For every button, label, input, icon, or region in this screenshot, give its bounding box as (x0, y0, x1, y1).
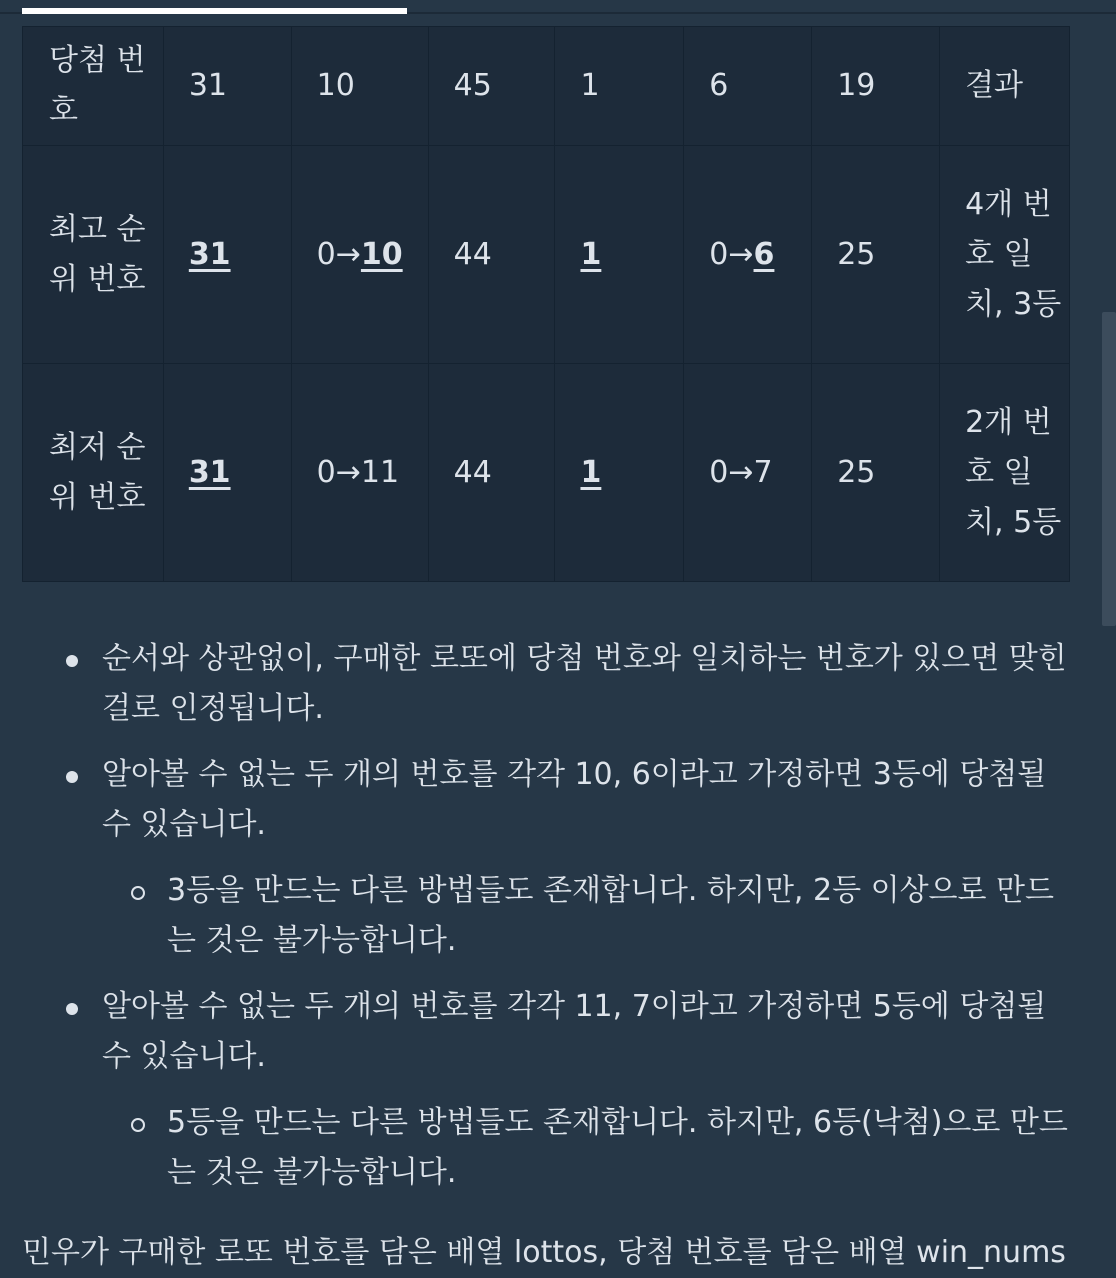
bullet-circle-icon (131, 886, 145, 900)
table-row-worst (23, 364, 1070, 582)
bullet-dot-icon (66, 771, 78, 783)
list-item: 알아볼 수 없는 두 개의 번호를 각각 10, 6이라고 가정하면 3등에 당첨될 수 있습니다. 3등을 만드는 다른 방법들도 존재합니다. 하지만, 2등 이상으로 만드는 것은 불가능합니다. (0, 750, 1100, 966)
list-item: 순서와 상관없이, 구매한 로또에 당첨 번호와 일치하는 번호가 있으면 맞힌 걸로 인정됩니다. (0, 634, 1100, 734)
list-item: 알아볼 수 없는 두 개의 번호를 각각 11, 7이라고 가정하면 5등에 당첨될 수 있습니다. 5등을 만드는 다른 방법들도 존재합니다. 하지만, 6등(낙첨)으로 만드는 것은 불가능합니다. (0, 982, 1100, 1198)
row-label-best: 최고 순위 번호 (23, 146, 164, 364)
worst-number-1: 31 (163, 364, 291, 582)
winning-number-6: 19 (812, 27, 940, 146)
winning-number-3: 45 (428, 27, 555, 146)
worst-number-3: 44 (428, 364, 555, 582)
best-number-6: 25 (812, 146, 940, 364)
winning-number-5: 6 (684, 27, 812, 146)
worst-result: 2개 번호 일치, 5등 (940, 364, 1070, 582)
best-number-5: 0→6 (684, 146, 812, 364)
sub-list-item: 5등을 만드는 다른 방법들도 존재합니다. 하지만, 6등(낙첨)으로 만드는 것은 불가능합니다. (102, 1098, 1070, 1198)
winning-number-4: 1 (555, 27, 684, 146)
bullet-dot-icon (66, 655, 78, 667)
best-result: 4개 번호 일치, 3등 (940, 146, 1070, 364)
active-tab-indicator (22, 8, 407, 14)
best-number-4: 1 (555, 146, 684, 364)
result-header: 결과 (940, 27, 1070, 146)
sub-list-item: 3등을 만드는 다른 방법들도 존재합니다. 하지만, 2등 이상으로 만드는 것은 불가능합니다. (102, 866, 1070, 966)
winning-number-1: 31 (163, 27, 291, 146)
lotto-example-table (22, 26, 1070, 582)
scrollbar-thumb[interactable] (1102, 312, 1116, 626)
worst-number-5: 0→7 (684, 364, 812, 582)
table-row-best (23, 146, 1070, 364)
table-row-winning (23, 27, 1070, 146)
worst-number-4: 1 (555, 364, 684, 582)
explanation-list (0, 634, 1100, 1214)
scrollbar[interactable] (1102, 0, 1116, 1274)
row-label-worst: 최저 순위 번호 (23, 364, 164, 582)
best-number-1: 31 (163, 146, 291, 364)
best-number-2: 0→10 (291, 146, 428, 364)
worst-number-2: 0→11 (291, 364, 428, 582)
bullet-circle-icon (131, 1118, 145, 1132)
description-paragraph: 민우가 구매한 로또 번호를 담은 배열 lottos, 당첨 번호를 담은 배열 win_nums (22, 1235, 1066, 1270)
worst-number-6: 25 (812, 364, 940, 582)
best-number-3: 44 (428, 146, 555, 364)
sub-list (102, 1098, 1070, 1198)
bullet-dot-icon (66, 1003, 78, 1015)
winning-number-2: 10 (291, 27, 428, 146)
sub-list (102, 866, 1070, 966)
row-label-winning: 당첨 번호 (23, 27, 164, 146)
